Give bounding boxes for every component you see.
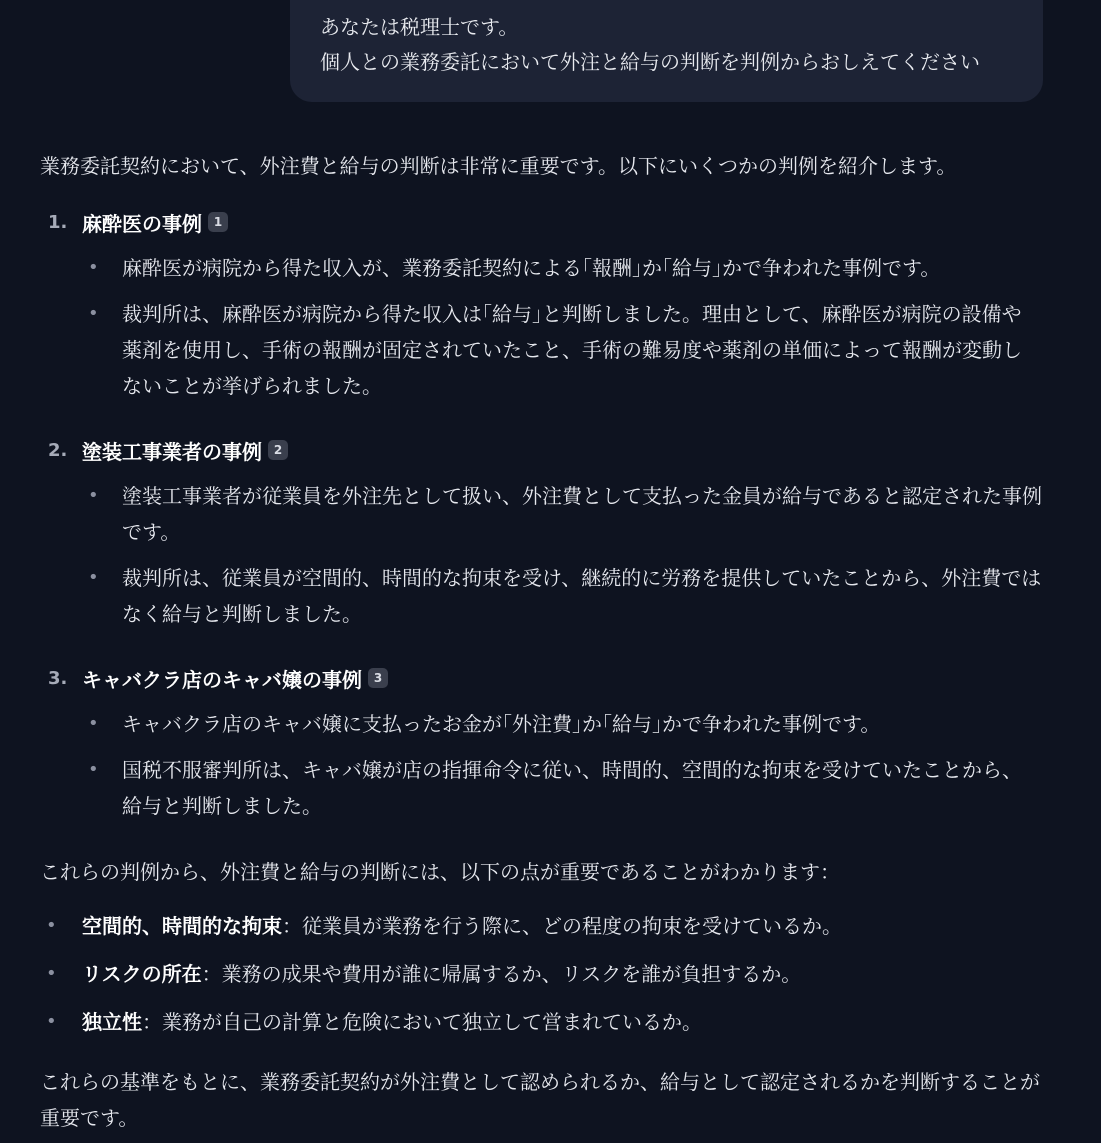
case-title: 塗装工事業者の事例 <box>82 439 262 464</box>
list-item: • 裁判所は、麻酔医が病院から得た収入は｢給与｣と判断しました。理由として、麻酔医が病院の設備や薬剤を使用し、手術の報酬が固定されていたこと、手術の難易度や薬剤の単価によって報酬が変動しないことが挙げられました。 <box>40 296 1040 404</box>
citation-badge[interactable]: 1 <box>208 212 228 232</box>
user-message-line-1: あなたは税理士です。 <box>320 15 519 39</box>
criteria-desc: ：従業員が業務を行う際に、どの程度の拘束を受けているか。 <box>282 914 842 938</box>
criteria-list <box>40 908 842 1052</box>
criteria-term: 独立性 <box>82 1010 142 1034</box>
list-item: • キャバクラ店のキャバ嬢に支払ったお金が｢外注費｣か｢給与｣かで争われた事例です。 <box>40 706 1040 742</box>
summary-intro: これらの判例から、外注費と給与の判断には、以下の点が重要であることがわかります： <box>40 860 840 884</box>
case-heading <box>40 432 1050 468</box>
criteria-item <box>40 1004 842 1052</box>
case-bullets <box>40 478 1050 632</box>
case-3 <box>40 660 1040 824</box>
citation-badge[interactable]: 3 <box>368 668 388 688</box>
criteria-term: 空間的、時間的な拘束 <box>82 914 282 938</box>
case-heading <box>40 660 1040 696</box>
criteria-desc: ：業務が自己の計算と危険において独立して営まれているか。 <box>142 1010 702 1034</box>
case-2 <box>40 432 1050 632</box>
case-title: キャバクラ店のキャバ嬢の事例 <box>82 667 362 692</box>
citation-badge[interactable]: 2 <box>268 440 288 460</box>
case-bullets <box>40 250 1040 404</box>
case-1 <box>40 204 1040 404</box>
case-title: 麻酔医の事例 <box>82 211 202 236</box>
case-number: 3. <box>48 667 68 689</box>
case-heading <box>40 204 1040 240</box>
list-item: • 塗装工事業者が従業員を外注先として扱い、外注費として支払った金員が給与であると認定された事例です。 <box>40 478 1050 550</box>
list-item: • 麻酔医が病院から得た収入が、業務委託契約による｢報酬｣か｢給与｣かで争われた事例です。 <box>40 250 1040 286</box>
case-number: 2. <box>48 439 68 461</box>
list-item: • 国税不服審判所は、キャバ嬢が店の指揮命令に従い、時間的、空間的な拘束を受けていたことから、給与と判断しました。 <box>40 752 1040 824</box>
criteria-desc: ：業務の成果や費用が誰に帰属するか、リスクを誰が負担するか。 <box>201 962 802 986</box>
criteria-item <box>40 956 842 1004</box>
case-bullets <box>40 706 1040 824</box>
criteria-item <box>40 908 842 956</box>
user-message-bubble <box>290 0 1043 102</box>
criteria-term: リスクの所在 <box>82 962 202 986</box>
user-message-line-2: 個人との業務委託において外注と給与の判断を判例からおしえてください <box>320 50 980 74</box>
list-item: • 裁判所は、従業員が空間的、時間的な拘束を受け、継続的に労務を提供していたことから、外注費ではなく給与と判断しました。 <box>40 560 1050 632</box>
answer-conclusion: これらの基準をもとに、業務委託契約が外注費として認められるか、給与として認定されるかを判断することが重要です。 <box>40 1070 1040 1130</box>
answer-intro: 業務委託契約において、外注費と給与の判断は非常に重要です。以下にいくつかの判例を紹介します。 <box>40 154 957 178</box>
case-number: 1. <box>48 211 68 233</box>
